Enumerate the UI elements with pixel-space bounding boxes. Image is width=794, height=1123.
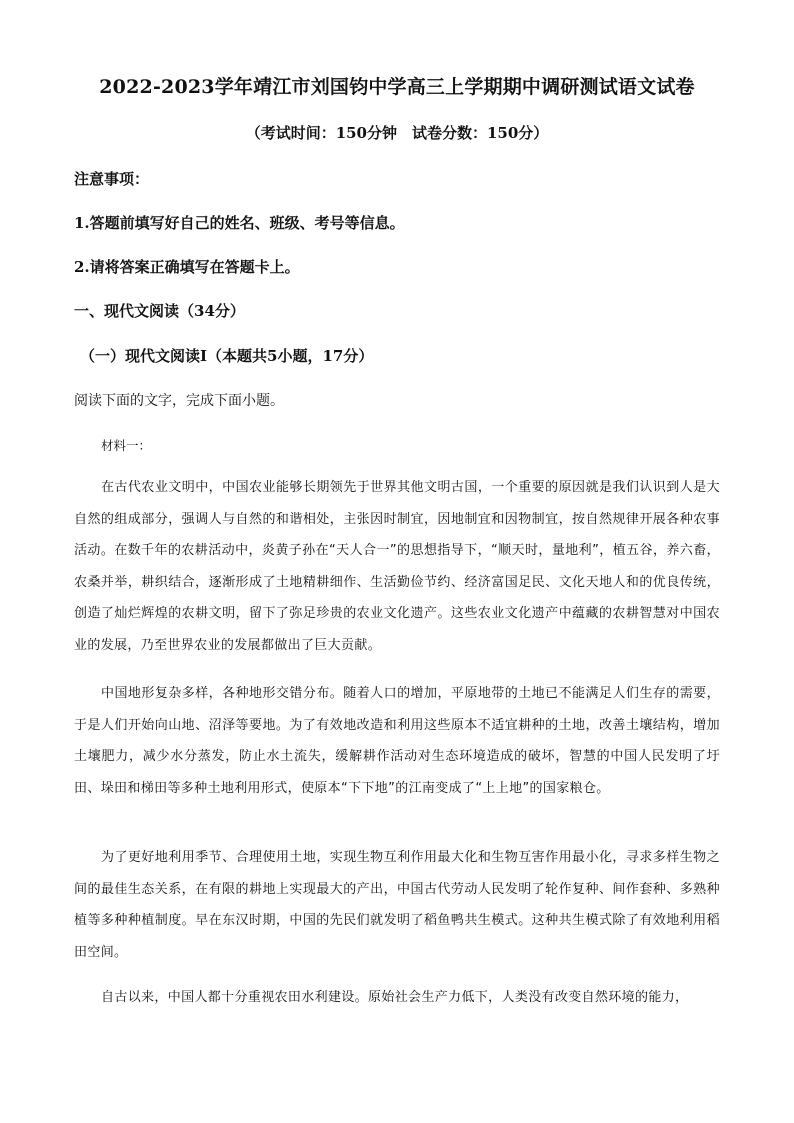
notice-heading: 注意事项： — [74, 170, 150, 188]
exam-title: 2022-2023学年靖江市刘国钧中学高三上学期期中调研测试语文试卷 — [99, 76, 695, 98]
material-label: 材料一： — [101, 438, 152, 453]
paragraph-1: 在古代农业文明中，中国农业能够长期领先于世界其他文明古国，一个重要的原因就是我们认识到人是大自然的组成部分，强调人与自然的和谐相处，主张因时制宜，因地制宜和因物制宜，按自然规律开展各种农事活动。在数千年的农耕活动中，炎黄子孙在“天人合一”的思想指导下，“顺天时，量地利”，植五谷，养六畜，农桑并举，耕织结合，逐渐形成了土地精耕细作、生活勤俭节约、经济富国足民、文化天地人和的优良传统，创造了灿烂辉煌的农耕文明，留下了弥足珍贵的农业文化遗产。这些农业文化遗产中蕴藏的农耕智慧对中国农业的发展，乃至世界农业的发展都做出了巨大贡献。 — [74, 480, 720, 653]
paragraph-4: 自古以来，中国人都十分重视农田水利建设。原始社会生产力低下，人类没有改变自然环境的能力， — [101, 990, 689, 1005]
notice-item-2: 2.请将答案正确填写在答题卡上。 — [74, 258, 300, 276]
reading-instruction: 阅读下面的文字，完成下面小题。 — [74, 393, 284, 409]
subsection-heading: （一）现代文阅读Ⅰ（本题共5小题，17分） — [80, 347, 374, 365]
section-heading: 一、现代文阅读（34分） — [74, 302, 245, 320]
exam-subtitle: （考试时间：150分钟 试卷分数：150分） — [245, 124, 549, 142]
notice-item-1: 1.答题前填写好自己的姓名、班级、考号等信息。 — [74, 214, 405, 232]
paragraph-3: 为了更好地利用季节、合理使用土地，实现生物互利作用最大化和生物互害作用最小化，寻求多样生物之间的最佳生态关系，在有限的耕地上实现最大的产出，中国古代劳动人民发明了轮作复种、间作套种、多熟种植等多种种植制度。早在东汉时期，中国的先民们就发明了稻鱼鸭共生模式。这种共生模式除了有效地利用稻田空间。 — [74, 850, 720, 960]
paragraph-2: 中国地形复杂多样，各种地形交错分布。随着人口的增加，平原地带的土地已不能满足人们生存的需要，于是人们开始向山地、沼泽等要地。为了有效地改造和利用这些原本不适宜耕种的土地，改善土壤结构，增加土壤肥力，减少水分蒸发，防止水土流失，缓解耕作活动对生态环境造成的破坏，智慧的中国人民发明了圩田、垛田和梯田等多种土地利用形式，使原本“下下地”的江南变成了“上上地”的国家粮仓。 — [74, 686, 720, 796]
